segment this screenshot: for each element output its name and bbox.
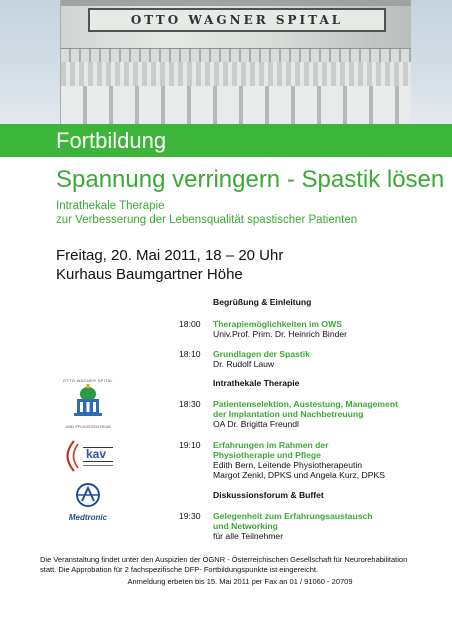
header-photo — [0, 0, 452, 124]
event-subtitle — [56, 199, 357, 227]
item-speaker: Margot Zenkl, DPKS und Angela Kurz, DPKS — [213, 470, 385, 480]
item-content — [213, 399, 413, 429]
item-speaker: Edith Bern, Leitende Physiotherapeutin — [213, 460, 363, 470]
section-intrathekal: Intrathekale Therapie — [213, 378, 300, 388]
ows-building-icon — [58, 383, 118, 419]
item-speaker: Dr. Rudolf Lauw — [213, 359, 275, 369]
kav-logo — [58, 438, 118, 474]
item-title: und Networking — [213, 521, 278, 531]
item-time: 18:30 — [179, 399, 201, 409]
ows-logo — [58, 378, 118, 430]
event-title: Spannung verringern - Spastik lösen — [56, 166, 445, 193]
section-welcome: Begrüßung & Einleitung — [213, 297, 312, 307]
item-title: Grundlagen der Spastik — [213, 349, 310, 359]
footer-registration: Anmeldung erbeten bis 15. Mai 2011 per Fax an 01 / 91060 - 20709 — [127, 577, 353, 586]
item-content — [213, 440, 413, 480]
footer-line: statt. Die Approbation für 2 fachspezifische DFP- Fortbildungspunkte ist eingereicht. — [40, 565, 319, 574]
event-date: Freitag, 20. Mai 2011, 18 – 20 Uhr — [56, 247, 284, 264]
item-speaker: OA Dr. Brigitta Freundl — [213, 419, 299, 429]
item-content — [213, 349, 413, 369]
item-title: Gelegenheit zum Erfahrungsaustausch — [213, 511, 373, 521]
item-title: Therapiemöglichkeiten im OWS — [213, 319, 342, 329]
event-datetime — [56, 246, 283, 284]
footer-line: Die Veranstaltung findet unter den Auspizien der ÖGNR - Österreichischen Gesellschaft für Neurorehabilitation — [40, 555, 408, 564]
kav-logo-text: kav — [86, 447, 107, 461]
subtitle-line: zur Verbesserung der Lebensqualität spastischer Patienten — [56, 214, 358, 226]
banner-title: Fortbildung — [56, 127, 167, 153]
subtitle-line: Intrathekale Therapie — [56, 200, 165, 212]
item-content — [213, 319, 413, 339]
medtronic-logo-text: Medtronic — [68, 513, 108, 522]
event-venue: Kurhaus Baumgartner Höhe — [56, 266, 243, 283]
item-title: der Implantation und Nachbetreuung — [213, 409, 364, 419]
medtronic-logo — [58, 482, 118, 522]
item-title: Physiotherapie und Pflege — [213, 450, 321, 460]
item-time: 18:10 — [179, 349, 201, 359]
item-speaker: Univ.Prof. Prim. Dr. Heinrich Binder — [213, 329, 348, 339]
section-forum: Diskussionsforum & Buffet — [213, 490, 324, 500]
item-time: 18:00 — [179, 319, 201, 329]
footer-note — [40, 555, 440, 587]
ows-logo-bottom-text: UND PFLEGEZENTRUM — [65, 424, 111, 429]
item-speaker: für alle Teilnehmer — [213, 531, 284, 541]
building-sign: OTTO WAGNER SPITAL — [88, 8, 386, 32]
item-content — [213, 511, 413, 541]
medtronic-emblem-icon — [58, 482, 118, 508]
item-title: Patientenselektion, Austestung, Management — [213, 399, 398, 409]
item-time: 19:10 — [179, 440, 201, 450]
title-banner — [0, 124, 452, 157]
item-title: Erfahrungen im Rahmen der — [213, 440, 329, 450]
item-time: 19:30 — [179, 511, 201, 521]
ows-logo-top-text: OTTO WAGNER SPITAL — [63, 378, 113, 383]
